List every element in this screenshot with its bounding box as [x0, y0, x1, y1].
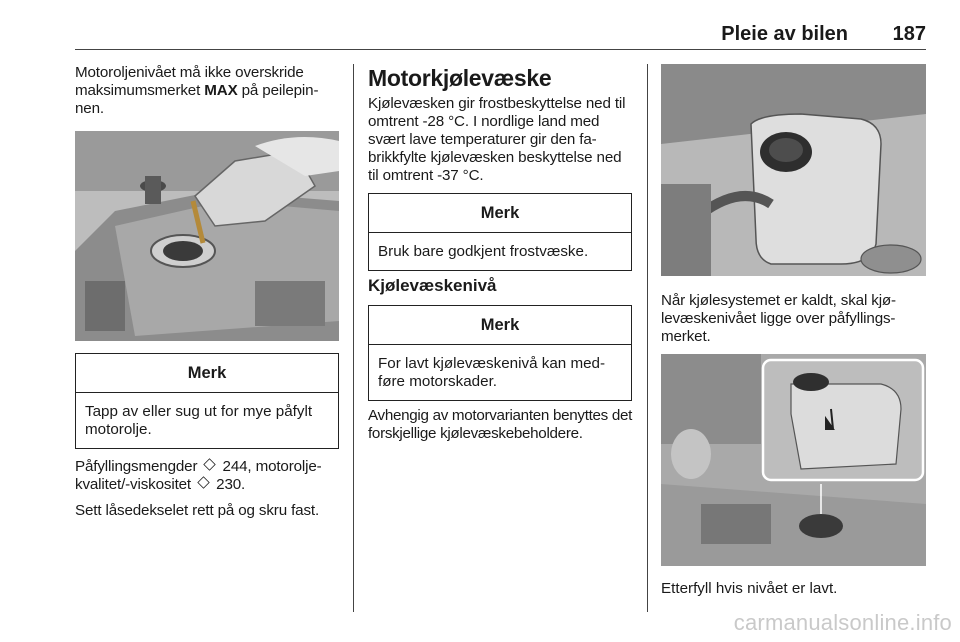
column-divider-2 [647, 64, 648, 612]
page-reference-icon [204, 458, 216, 470]
coolant-level-photo [661, 354, 926, 566]
column-middle [368, 64, 632, 185]
note-box-antifreeze [368, 193, 632, 271]
note-title: Merk [76, 354, 338, 393]
note-title: Merk [369, 306, 631, 345]
section-heading: Motorkjølevæske [368, 65, 552, 91]
coolant-level-text: Når kjølesystemet er kaldt, skal kjø-levæskenivået ligge over påfyllings-merket. [661, 292, 896, 345]
note-box-coolant-level [368, 305, 632, 401]
page-header [75, 0, 926, 50]
note-text: Bruk bare godkjent frostvæske. [378, 243, 589, 260]
oil-filling-photo [75, 131, 339, 341]
oil-level-text: Motoroljenivået må ikke overskride maksimumsmerket MAX på peilepin-nen. [75, 64, 319, 117]
column-right [661, 292, 926, 346]
refill-instruction-text: Etterfyll hvis nivået er lavt. [661, 580, 838, 597]
capacity-text: Påfyllingsmengder 244, motorolje-kvalitet/-viskositet 230. [75, 458, 322, 493]
header-title: Pleie av bilen [721, 23, 848, 45]
coolant-reservoir-photo [661, 64, 926, 276]
note-text: Tapp av eller sug ut for mye påfylt motorolje. [85, 403, 313, 438]
cap-instruction-text: Sett låsedekselet rett på og skru fast. [75, 502, 320, 519]
coolant-variant-text: Avhengig av motorvarianten benyttes det forskjellige kjølevæskebeholdere. [368, 407, 633, 442]
note-text: For lavt kjølevæskenivå kan med-føre motorskader. [378, 355, 606, 390]
column-right-lower [661, 580, 926, 598]
column-divider-1 [353, 64, 354, 612]
subsection-heading: Kjølevæskenivå [368, 276, 497, 295]
note-box-oil [75, 353, 339, 449]
watermark: carmanualsonline.info [733, 610, 952, 635]
column-left [75, 64, 341, 118]
header-rule [75, 49, 926, 50]
page-number: 187 [892, 23, 926, 45]
coolant-intro-text: Kjølevæsken gir frostbeskyttelse ned til omtrent -28 °C. I nordlige land med svært lave temperaturer gir den fa-brikkfylte kjølevæsken beskyttelse ned til omtrent -37 °C. [368, 95, 626, 184]
coolant-variant-block [368, 407, 634, 443]
note-title: Merk [369, 194, 631, 233]
page-reference-icon [197, 476, 209, 488]
subsection [368, 276, 632, 296]
column-left-lower [75, 458, 341, 520]
